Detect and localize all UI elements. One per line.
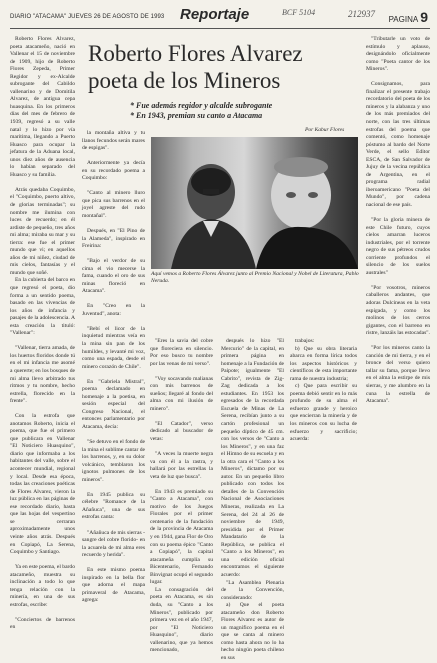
text-column-4: [221, 338, 284, 663]
paragraph: "Eres la savia del cobre que floreciera en silencio. Por eso busco tu nombre por las venas de mi verso".: [150, 338, 213, 367]
page-indicator: [389, 9, 428, 25]
photo-illustration: [151, 137, 358, 269]
paragraph: En 1943 es premiado su "Canto a Atacama", con motivo de los Juegos Florales por el primer centenario de la fundación de la provincia de Atacama y en 1944, gana Flor de Oro con su poema épico "Canto a Copiapó", la capital atacameña cumplía su Bicentenario, Fernando Binvignat ocupó el segundo lugar.: [150, 488, 213, 586]
paragraph: En 1945 publica su célebre "Romance de la Añañuca", una de sus estrofas canta:: [82, 491, 145, 521]
paragraph: la montaña altiva y tu llanos fecundos serán mares de espigas".: [82, 130, 145, 152]
text-column-6: [366, 36, 430, 406]
text-column-2: [82, 130, 145, 605]
paragraph: "Bajo el verdor de su cima el vio mecerse la fama, cuando el oro de sus minas floreció en Atacama".: [82, 258, 145, 295]
paragraph: "Por vosotros, mineros caballeros andantes, que adoras Dulcineas en la veta espigada, y como los molinos de los cerros gigantes, con el barreno en ristre, lanzáis las estocadas".: [366, 284, 430, 337]
paragraph: "Canto al minero lluro que pica sus barrenos en el joyel agreste del rudo montañal".: [82, 190, 145, 219]
paragraph: Ya en este poema, el bardo atacameño, muestra su inclinación a todo lo que tenga relación con la minería, en una de sus estrofas, escribe:: [10, 564, 76, 608]
archive-stamp: BCF 5104: [282, 8, 316, 17]
title-line-1: Roberto Flores Alvarez: [88, 41, 303, 66]
paragraph: a) Que el poeta atacameño don Roberto Flores Alvarez es autor de un magnífico poema en el que se canta al minero como hasta ahora no lo ha hecho ningún poeta chileno en sus: [221, 602, 284, 661]
paragraph: después lo hizo "El Mercurio" de la capital, en primera página en homenaje a la Fundación de Paipote; igualmente "El Cabrito", revista de Zig-Zag dedicada a los estudiantes. En 1953 los egresados de la recordada Escuela de Minas de La Serena, recibían junto a su cartón profesional un pequeño díptico de 45 cm. con los versos de "Canto a los Mineros", y en una faz el Himno de su escuela y en la otra cara el "Canto a los Mineros", dictamo por su autor. En un pequeño libro publicado con todos los detalles de la Convención Nacional de Asociaciones Mineras, realizada en La Serena, del 24 al 26 de noviembre de 1949, presidida por el Primer Mandatario de la República, se publica el "Canto a los Mineros", en una edición oficial encontramos el siguiente acuerdo:: [221, 338, 284, 578]
paragraph: "La Asamblea Plenaria de la Convención, considerando:: [221, 579, 284, 601]
paragraph: "El Catador", verso dedicado al buscador de vetas:: [150, 420, 213, 443]
photo-caption: Aquí vemos a Roberto Flores Álvarez junto al Premio Nacional y Nobel de Literatura, Pablo Neruda.: [151, 271, 359, 284]
paragraph: "A veces la muerte negra va con él a la rastra, y hallará por las estrellas la veta de luz que busca".: [150, 451, 213, 480]
article-photo: [151, 137, 358, 269]
paragraph: En este mismo poema inspirado en la bella flor que adorna el mapa primaveral de Atacama, agrega:: [82, 567, 145, 604]
paragraph: Roberto Flores Alvarez, poeta atacameño, nació en Vallenar el 15 de noviembre de 1909, hijo de Roberto Flores Zepeda, Primer Regidor y ex-Alcalde subrogante del Cabildo vallenarino y de Domitila Alvarez, de antigua cepa huasquina. En los primeros días del mes de febrero de 1939, regresó a su valle natal y lo hizo por vía marítima, llegando a Puerto Huasco para ocupar la jefatura de la Aduana local, unos diez años de ausencia lo habían separado del Huasco y su familia.: [10, 36, 75, 178]
paragraph: "Bebí el licor de la inquietud mientras veía en la mina sin pan de los humildes, y levanté mi voz, como una espada, desde el minero corazón de Chile".: [82, 325, 145, 370]
paragraph: Anteriormente ya decía en su recordado poema a Coquimbo:: [82, 160, 145, 182]
section-title: Reportaje: [180, 6, 250, 23]
publication-line: DIARIO "ATACAMA" JUEVES 26 DE AGOSTO DE 1993: [10, 14, 165, 20]
deck-line-2: * En 1943, premian su canto a Atacama: [130, 111, 263, 120]
paragraph: trabajos:: [295, 338, 315, 344]
page-number: 9: [420, 9, 428, 25]
paragraph: "Voy socavando malianas con mis barrenos de sueños; llegaré al fondo del alma con mi ilusión de minero".: [150, 375, 213, 412]
text-column-3: [150, 338, 213, 655]
paragraph: Consignamos, para finalizar el presente trabajo recordatorio del poeta de los mineros y la alabanza y uno de los más premiados del norte, con las tres últimas estrofas del poema que comentó, como homenaje póstumo al bardo del Norte Verde, el sello Editor ESCA, de San Salvador de Jujuy de la vecina república de Argentina, en el programa radial iberoamericano "Poeta del Mundo", por cadena nacional de ese país.: [366, 81, 430, 208]
paragraph: "Se detuvo en el fondo de la mina el sublime cantar de los barrenos, y, en su dolor volcánico, temblaron los ignotos pulmones de los mineros".: [82, 439, 145, 483]
paragraph: b) Que su obra literaria abarca en forma lírica todos los aspectos históricos y científicos de esta importante rama de nuestra industria;: [290, 345, 357, 382]
article-deck: [130, 101, 360, 121]
paragraph: "Por los mineros canto la canción de mi tierra, y en el bronce del verso quiero tallar su fama, porque llevo en el alma la estirpe de mis sierras, y me alumbro en la cuna la estrella de Atacama".: [366, 345, 430, 405]
paragraph: La consagración del poeta en Atacama, es sin duda, su "Canto a los Mineros", publicado por primera vez en el año 1947, por "El Noticiero Huasquino", diario vallenarino, que ya hemos mencionado,: [150, 586, 213, 654]
paragraph: Con la estrofa que anotamos Roberto, inicia el poema, que fue el primero que publicara en Vallenar "El Noticiero Huasquino", diario que informaba a los habitantes del valle, sobre el acontecer mundial, regional y local. Desde esa época, todas las creaciones poéticas de Flores Alvarez, vieron la luz pública en las páginas de ese recordado diario, hasta que las hojas del vespertino se cerraran aproximadamente unos veinte años atrás. Después en Copiapó, La Serena, Coquimbo y Santiago.: [10, 413, 75, 556]
paragraph: En "Gabriela Mistral", poema declamado en homenaje a la poetisa, en sesión especial del Congreso Nacional, el entonces parlamentario por Atacama, decía:: [82, 378, 145, 430]
title-line-2: poeta de los Mineros: [88, 68, 281, 93]
archive-code: 212937: [348, 9, 375, 19]
text-column-1: [10, 36, 75, 632]
paragraph: Atrás quedaba Coquimbo, el "Coquimbo, puerto altivo, de glorias terminadas"; su nombre me ilumina con luces de recuerdo; en él ardiste de pequeño, tres años mi alma; miraba su mar y su tierra: ese fue el primer mundo que vi; en aquellos años de mi niñez, ciudad de mis cielos, fantasías y el mundo que soñé.: [10, 186, 75, 276]
article-title: [88, 40, 363, 94]
paragraph: Después, en "El Pino de la Alameda", inspirado en Freirina:: [82, 227, 145, 250]
page-label: PAGINA: [388, 15, 419, 24]
paragraph: c) Que para escribir su poema debió sentir en lo más profundo de su alma el esfuerzo grande y heroico que encierran la minería y de los mineros con su lucha de esfuerzo y sacrificio; acuerda:: [290, 383, 357, 443]
paragraph: En la cubierta del barco en que regresó el poeta, dio forma a un sentido poema, basado en las vivencias de los años de infancia y pasajes de la adolescencia. A esta creación la tituló: "Vallenar":: [10, 277, 75, 337]
paragraph: "Añañuca de mis sierras -sangre del cobre florido- en la acuarela de mi alma eres recuerdo y herida".: [82, 529, 145, 559]
paragraph: "Vallenar, tierra amada, de los huertos floridos donde tú en el mi infancia me asomé a quererte; en los bosques de mi alma llevo arbitrado tus ritmos y tu nombre, hecho estrella, florecido en la frente".: [10, 345, 75, 405]
paragraph: "Conciertos de barrenos en: [10, 616, 75, 631]
deck-line-1: * Fue además regidor y alcalde subrogante: [130, 101, 273, 110]
byline: Por Kabur Flores: [305, 127, 345, 133]
paragraph: "Por la gloria minera de este Chile futuro, cuyos cielos amarran luceros industriales, por el torrente negro de sus pétreos crudos corriente profundos el silencio de los suelos australes": [366, 217, 430, 276]
text-column-5: [290, 338, 357, 444]
page-header: [10, 6, 430, 29]
paragraph: En "Creo en la Juventud", anota:: [82, 303, 145, 317]
paragraph: "Tributarle un voto de estímulo y aplauso, designándolo oficialmente como "Poeta cantor de los Mineros".: [366, 36, 430, 73]
